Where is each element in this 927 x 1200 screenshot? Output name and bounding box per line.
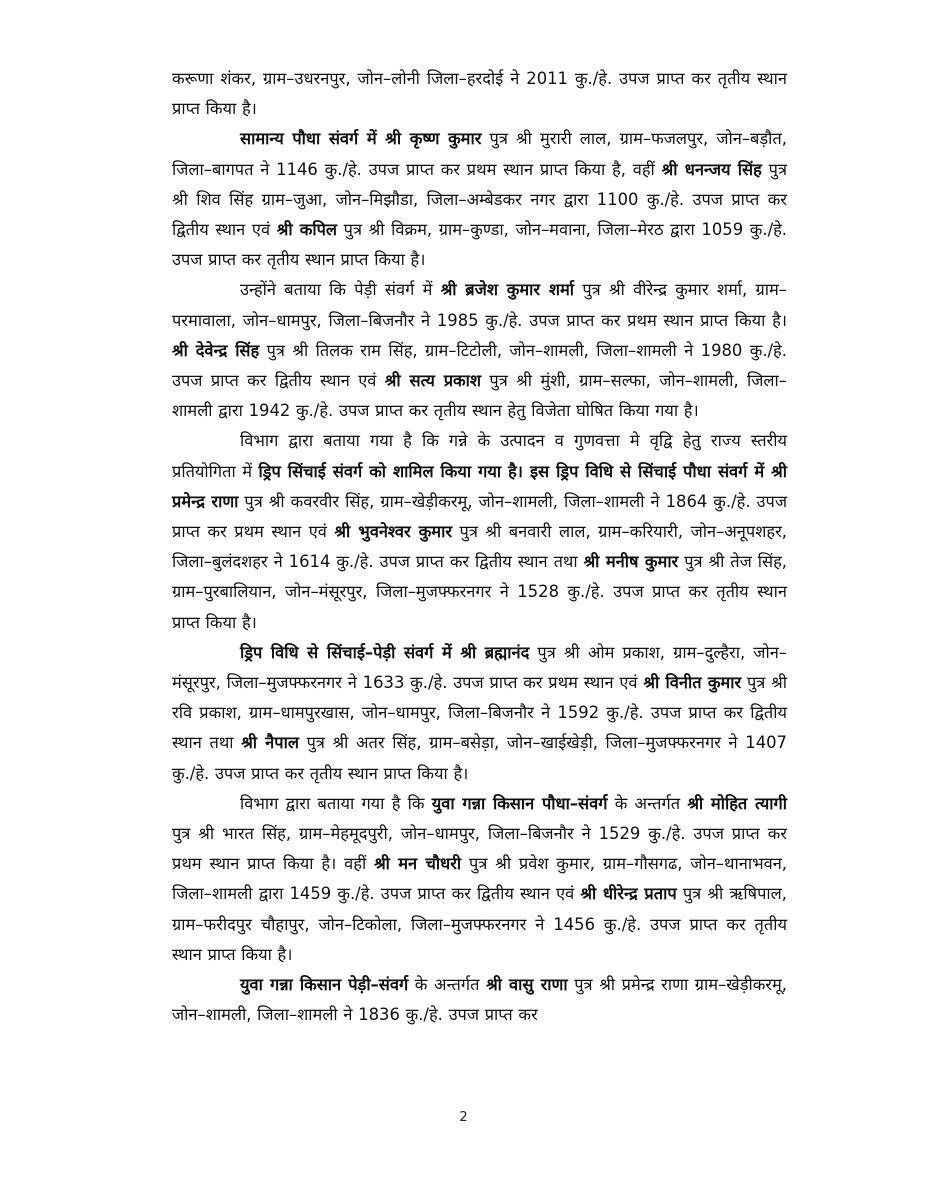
bold-text-run: युवा गन्ना किसान पौधा–संवर्ग	[431, 793, 608, 813]
text-run: पुत्र श्री बनवारी लाल, ग्राम–करियारी, जोन–अनूपशहर, जिला–बुलंदशहर ने 1614 कु./हे. उपज प्राप्त कर द्वितीय स्थान तथा	[172, 522, 787, 572]
bold-text-run: युवा गन्ना किसान पेड़ी–संवर्ग	[240, 975, 409, 995]
text-run: पुत्र श्री कवरवीर सिंह, ग्राम–खेड़ीकरमू, जोन–शामली, जिला–शामली ने 1864 कु./हे. उपज प्राप्त कर प्रथम स्थान एवं	[172, 491, 787, 542]
bold-text-run: श्री मनीष कुमार	[583, 552, 679, 572]
text-run: विभाग द्वारा बताया गया है कि	[240, 793, 432, 813]
paragraph	[172, 970, 787, 1030]
text-run: पुत्र श्री भारत सिंह, ग्राम–मेहमूदपुरी, जोन–धामपुर, जिला–बिजनौर ने 1529 कु./हे. उपज प्राप्त कर प्रथम स्थान प्राप्त किया है। वहीं	[172, 824, 787, 874]
text-run: उन्होंने बताया कि पेड़ी संवर्ग में	[240, 280, 441, 300]
bold-text-run: श्री भुवनेश्वर कुमार	[334, 522, 453, 542]
text-run: विभाग द्वारा बताया गया है कि गन्ने के उत्पादन व गुणवत्ता मे वृद्वि हेतु राज्य स्तरीय प्रतियोगिता में	[172, 431, 787, 481]
text-run: पुत्र श्री ओम प्रकाश, ग्राम–दुल्हैरा, जोन–मंसूरपुर, जिला–मुजफ्फरनगर ने 1633 कु./हे. उपज प्राप्त कर प्रथम स्थान एवं	[172, 642, 787, 693]
text-run: के अन्तर्गत	[408, 975, 487, 995]
page-number: 2	[459, 1110, 468, 1125]
bold-text-run: श्री सत्य प्रकाश	[384, 371, 482, 391]
bold-text-run: श्री वासु राणा	[486, 975, 568, 995]
text-run: पुत्र श्री ऋषिपाल, ग्राम–फरीदपुर चौहापुर, जोन–टिकोला, जिला–मुजफ्फरनगर ने 1456 कु./हे. उपज प्राप्त कर तृतीय स्थान प्राप्त किया है।	[172, 884, 787, 964]
text-run: करूणा शंकर, ग्राम–उधरनपुर, जोन–लोनी जिला–हरदोई ने 2011 कु./हे. उपज प्राप्त कर तृतीय स्थान प्राप्त किया है।	[172, 69, 787, 119]
paragraph	[172, 124, 787, 275]
text-run: पुत्र श्री मुरारी लाल, ग्राम–फजलपुर, जोन–बड़ौत, जिला–बागपत ने 1146 कु./हे. उपज प्राप्त कर प्रथम स्थान प्राप्त किया है, वहीं	[172, 129, 787, 179]
text-run: पुत्र श्री विक्रम, ग्राम–कुण्डा, जोन–मवाना, जिला–मेरठ द्वारा 1059 कु./हे. उपज प्राप्त कर तृतीय स्थान प्राप्त किया है।	[172, 220, 788, 270]
bold-text-run: श्री नैपाल	[241, 733, 299, 753]
paragraph	[172, 426, 787, 637]
text-run: पुत्र श्री वीरेन्द्र कुमार शर्मा, ग्राम–परमावाला, जोन–धामपुर, जिला–बिजनौर ने 1985 कु./हे. उपज प्राप्त कर प्रथम स्थान प्राप्त किया है।	[172, 280, 787, 330]
bold-text-run: श्री मन चौधरी	[374, 854, 462, 874]
text-run: पुत्र श्री तेज सिंह, ग्राम–पुरबालियान, जोन–मंसूरपुर, जिला–मुजफ्फरनगर ने 1528 कु./हे. उपज प्राप्त कर तृतीय स्थान प्राप्त किया है।	[172, 552, 787, 632]
bold-text-run: ड्रिप विधि से सिंचाई–पेड़ी संवर्ग में श्री ब्रह्मानंद	[240, 642, 530, 662]
paragraph	[172, 64, 787, 124]
bold-text-run: ड्रिप सिंचाई संवर्ग को शामिल किया गया है। इस ड्रिप विधि से सिंचाई पौधा संवर्ग में श्री प्रमेन्द्र राणा	[172, 461, 787, 511]
text-run: पुत्र श्री मुंशी, ग्राम–सल्फा, जोन–शामली, जिला–शामली द्वारा 1942 कु./हे. उपज प्राप्त कर तृतीय स्थान हेतु विजेता घोषित किया गया है।	[172, 371, 787, 421]
bold-text-run: श्री कपिल	[276, 220, 337, 240]
paragraph	[172, 638, 787, 789]
text-run: पुत्र श्री अतर सिंह, ग्राम–बसेड़ा, जोन–खाईखेड़ी, जिला–मुजफ्फरनगर ने 1407 कु./हे. उपज प्राप्त कर तृतीय स्थान प्राप्त किया है।	[172, 733, 787, 783]
paragraph	[172, 789, 787, 970]
bold-text-run: श्री देवेन्द्र सिंह	[172, 340, 260, 360]
paragraph	[172, 275, 787, 426]
document-body	[172, 64, 787, 1031]
bold-text-run: सामान्य पौधा संवर्ग में श्री कृष्ण कुमार	[240, 129, 482, 149]
text-run: पुत्र श्री शिव सिंह ग्राम–जुआ, जोन–मिझौडा, जिला–अम्बेडकर नगर द्वारा 1100 कु./हे. उपज प्राप्त कर द्वितीय स्थान एवं	[172, 159, 787, 240]
bold-text-run: श्री धीरेन्द्र प्रताप	[580, 884, 677, 904]
bold-text-run: श्री ब्रजेश कुमार शर्मा	[440, 280, 575, 300]
text-run: पुत्र श्री रवि प्रकाश, ग्राम–धामपुरखास, जोन–धामपुर, जिला–बिजनौर ने 1592 कु./हे. उपज प्राप्त कर द्वितीय स्थान तथा	[172, 673, 787, 753]
text-run: पुत्र श्री तिलक राम सिंह, ग्राम–टिटोली, जोन–शामली, जिला–शामली ने 1980 कु./हे. उपज प्राप्त कर द्वितीय स्थान एवं	[172, 340, 787, 391]
text-run: पुत्र श्री प्रमेन्द्र राणा ग्राम–खेड़ीकरमू, जोन–शामली, जिला–शामली ने 1836 कु./हे. उपज प्राप्त कर	[172, 975, 788, 1025]
text-run: के अन्तर्गत	[607, 793, 688, 813]
text-run: पुत्र श्री प्रवेश कुमार, ग्राम–गौसगढ, जोन–थानाभवन, जिला–शामली द्वारा 1459 कु./हे. उपज प्राप्त कर द्वितीय स्थान एवं	[172, 854, 788, 904]
bold-text-run: श्री मोहित त्यागी	[687, 793, 787, 813]
bold-text-run: श्री धनन्जय सिंह	[661, 159, 762, 179]
bold-text-run: श्री विनीत कुमार	[643, 673, 742, 693]
